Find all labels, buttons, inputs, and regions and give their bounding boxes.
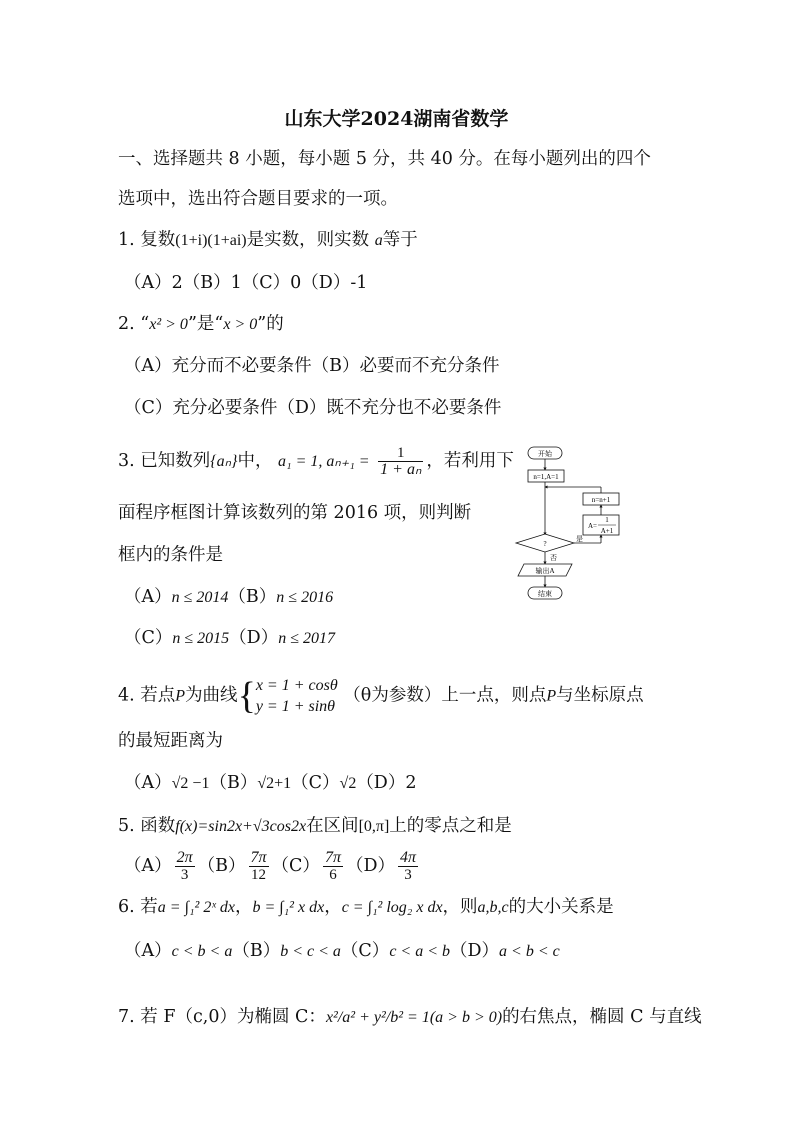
option-label: （A） xyxy=(124,856,172,876)
question-number: 4. xyxy=(118,685,135,706)
denominator: 6 xyxy=(329,867,337,883)
denominator: 3 xyxy=(404,867,412,883)
denominator: 3 xyxy=(180,867,189,883)
page-title: 山东大学2024湖南省数学 xyxy=(284,108,509,130)
fraction xyxy=(175,850,195,883)
question-number: 6. xyxy=(118,897,135,917)
flow-no: 否 xyxy=(550,554,557,562)
option-label: （B） xyxy=(197,856,246,876)
equation-x: x = 1 + cosθ xyxy=(255,677,338,694)
question-text: 若 F（c,0）为椭圆 C： xyxy=(140,1007,326,1027)
svg-text:1: 1 xyxy=(605,516,609,524)
option-value: 2 xyxy=(405,773,417,793)
question-text: （θ为参数）上一点，则点 xyxy=(343,685,547,706)
question-3-options-line2 xyxy=(124,627,335,650)
numerator: 2π xyxy=(176,849,193,866)
option-value: √2 −1 xyxy=(171,775,210,792)
option-label: （C） xyxy=(291,773,340,793)
section-intro-line1: 一、选择题共 8 小题，每小题 5 分，共 40 分。在每小题列出的四个 xyxy=(118,149,651,169)
question-text: 函数 xyxy=(140,816,176,836)
math-expression: a = ∫₁² 2ˣ dx xyxy=(157,899,235,916)
question-text: 中， xyxy=(237,451,273,471)
math-expression: {aₙ} xyxy=(210,453,238,470)
option-value: n ≤ 2016 xyxy=(276,589,334,606)
question-text: 等于 xyxy=(382,230,418,250)
flow-decision: ? xyxy=(543,540,547,548)
question-number: 5. xyxy=(118,816,135,836)
question-3-line3: 框内的条件是 xyxy=(118,545,223,565)
option-value: b < c < a xyxy=(280,943,341,960)
question-1 xyxy=(118,229,418,252)
flow-start: 开始 xyxy=(538,450,552,458)
question-text: 上的零点之和是 xyxy=(389,816,512,836)
math-vars: a,b,c xyxy=(477,899,509,916)
question-text: ，若利用下 xyxy=(426,451,514,471)
question-6: 6. 若a = ∫₁² 2ˣ dx，b = ∫₁² x dx，c = ∫₁² log₂ x dx，则a,b,c的大小关系是 xyxy=(118,897,614,917)
option-label: （D） xyxy=(450,941,500,961)
flowchart-diagram xyxy=(512,442,647,607)
option-value: a < b < c xyxy=(499,943,560,960)
option-value: c < a < b xyxy=(389,943,451,960)
question-text: ”的 xyxy=(257,314,284,334)
svg-text:A+1: A+1 xyxy=(600,527,614,535)
fraction xyxy=(323,850,343,883)
question-text: 复数 xyxy=(140,230,176,250)
question-2 xyxy=(118,313,284,336)
flow-update-a: A= xyxy=(588,522,598,530)
equation-system xyxy=(256,675,338,717)
question-6-options xyxy=(124,940,560,963)
question-3-line2: 面程序框图计算该数列的第 2016 项，则判断 xyxy=(118,503,472,523)
question-2-options-line2: （C）充分必要条件（D）既不充分也不必要条件 xyxy=(124,398,502,418)
denominator: 12 xyxy=(251,867,267,883)
question-text: 与坐标原点 xyxy=(556,685,644,706)
question-7 xyxy=(118,1006,702,1029)
option-label: （D） xyxy=(229,628,279,648)
section-intro-line2: 选项中，选出符合题目要求的一项。 xyxy=(118,189,398,209)
option-label: （A） xyxy=(124,941,172,961)
math-expression: f(x)=sin2x+√3cos2x xyxy=(175,818,307,835)
question-5 xyxy=(118,815,512,838)
flow-update-n: n=n+1 xyxy=(591,496,611,504)
question-text: 若点 xyxy=(140,685,176,706)
flow-init: n=1,A=1 xyxy=(533,473,559,481)
flowchart xyxy=(512,442,647,607)
question-4 xyxy=(118,675,644,717)
option-label: （C） xyxy=(271,856,320,876)
flow-yes: 是 xyxy=(576,535,583,543)
option-value: √2 xyxy=(339,775,357,792)
numerator: 1 xyxy=(378,445,423,462)
question-5-options xyxy=(124,850,421,883)
option-label: （A） xyxy=(124,773,172,793)
question-3-options-line1 xyxy=(124,586,333,609)
question-text: ”是“ xyxy=(187,314,224,334)
left-brace: { xyxy=(237,675,256,717)
fraction xyxy=(249,850,269,883)
question-4-options xyxy=(124,772,416,795)
question-text: 的右焦点，椭圆 C 与直线 xyxy=(502,1007,702,1027)
option-value: √2+1 xyxy=(257,775,292,792)
option-label: （A） xyxy=(124,587,172,607)
flow-output: 输出A xyxy=(535,567,555,575)
question-3 xyxy=(118,445,514,478)
math-expression: x > 0 xyxy=(223,316,258,333)
question-1-options: （A）2（B）1（C）0（D）-1 xyxy=(124,273,368,293)
fraction xyxy=(398,850,418,883)
question-text: 的大小关系是 xyxy=(508,897,614,917)
question-text: 在区间 xyxy=(306,816,359,836)
math-expression: a₁ = 1, aₙ₊₁ = xyxy=(278,453,370,470)
option-label: （B） xyxy=(232,941,281,961)
math-interval: [0,π] xyxy=(358,818,390,835)
question-text: 是实数，则实数 xyxy=(246,230,370,250)
option-label: （C） xyxy=(340,941,390,961)
question-text: 已知数列 xyxy=(140,451,211,471)
denominator: 1 + aₙ xyxy=(380,461,422,478)
option-value: c < b < a xyxy=(171,943,233,960)
question-text: ，则 xyxy=(442,897,478,917)
equation-y: y = 1 + sinθ xyxy=(255,698,336,715)
option-value: n ≤ 2015 xyxy=(172,630,230,647)
fraction xyxy=(378,445,423,478)
math-expression: x²/a² + y²/b² = 1(a > b > 0) xyxy=(325,1009,503,1026)
question-number: 1. xyxy=(118,230,135,250)
option-value: n ≤ 2014 xyxy=(171,589,229,606)
numerator: 7π xyxy=(324,849,341,866)
option-label: （C） xyxy=(124,628,173,648)
math-expression: b = ∫₁² x dx xyxy=(252,899,325,916)
question-4-line2: 的最短距离为 xyxy=(118,731,223,751)
math-var: a xyxy=(374,232,383,249)
numerator: 7π xyxy=(250,849,267,866)
quote: “ xyxy=(140,314,150,334)
numerator: 4π xyxy=(399,849,416,866)
question-2-options-line1: （A）充分而不必要条件（B）必要而不充分条件 xyxy=(124,356,500,376)
math-expression: x² > 0 xyxy=(149,316,188,333)
question-number: 2. xyxy=(118,314,135,334)
math-var: P xyxy=(546,687,557,705)
question-text: 若 xyxy=(140,897,158,917)
math-expression: c = ∫₁² log₂ x dx xyxy=(341,899,443,916)
question-number: 3. xyxy=(118,451,135,471)
flow-end: 结束 xyxy=(538,590,552,598)
math-expression: (1+i)(1+ai) xyxy=(175,232,247,249)
question-number: 7. xyxy=(118,1007,135,1027)
option-label: （D） xyxy=(345,856,395,876)
math-var: P xyxy=(175,687,186,705)
option-label: （B） xyxy=(209,773,258,793)
question-text: 为曲线 xyxy=(185,685,238,706)
option-label: （B） xyxy=(228,587,277,607)
option-value: n ≤ 2017 xyxy=(278,630,335,647)
option-label: （D） xyxy=(356,773,406,793)
